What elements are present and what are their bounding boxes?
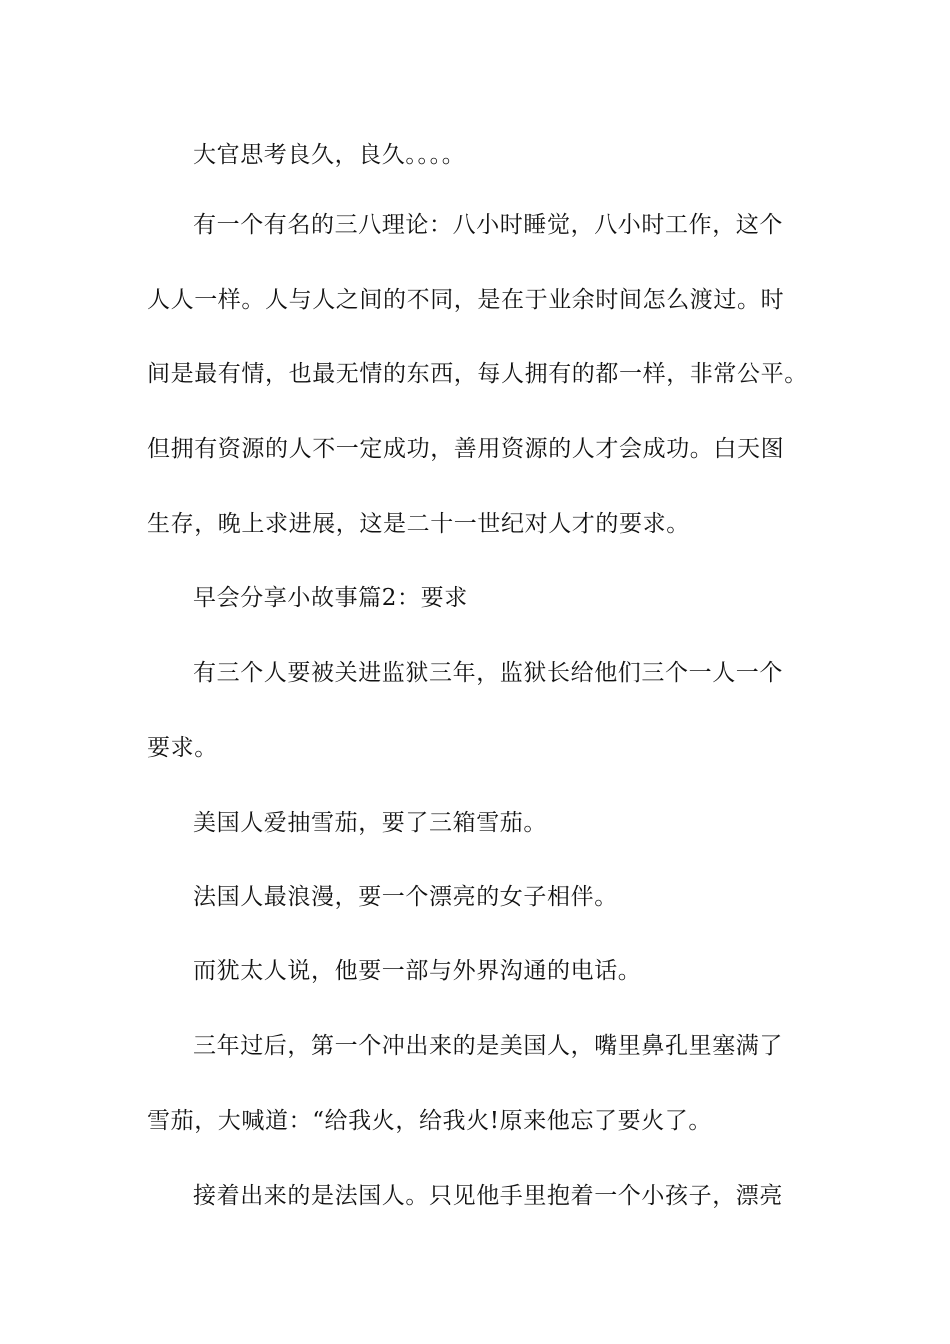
paragraph-line: 雪茄，大喊道：“给我火，给我火!原来他忘了要火了。: [147, 1108, 713, 1134]
paragraph-line: 要求。: [147, 735, 218, 761]
paragraph-line: 但拥有资源的人不一定成功，善用资源的人才会成功。白天图: [147, 436, 785, 462]
paragraph-line: 大官思考良久，良久。。。。: [193, 142, 466, 168]
section-heading: 早会分享小故事篇2：要求: [193, 585, 468, 611]
paragraph-line: 生存，晚上求进展，这是二十一世纪对人才的要求。: [147, 511, 690, 537]
paragraph-line: 有三个人要被关进监狱三年，监狱长给他们三个一人一个: [193, 660, 783, 686]
paragraph-line: 人人一样。人与人之间的不同，是在于业余时间怎么渡过。时: [147, 287, 785, 313]
paragraph-line: 三年过后，第一个冲出来的是美国人，嘴里鼻孔里塞满了: [193, 1033, 783, 1059]
paragraph-line: 间是最有情，也最无情的东西，每人拥有的都一样，非常公平。: [147, 361, 808, 387]
paragraph-line: 美国人爱抽雪茄，要了三箱雪茄。: [193, 810, 547, 836]
paragraph-line: 有一个有名的三八理论：八小时睡觉，八小时工作，这个: [193, 212, 783, 238]
paragraph-line: 法国人最浪漫，要一个漂亮的女子相伴。: [193, 884, 618, 910]
paragraph-line: 而犹太人说，他要一部与外界沟通的电话。: [193, 958, 642, 984]
paragraph-line: 接着出来的是法国人。只见他手里抱着一个小孩子，漂亮: [193, 1183, 783, 1209]
